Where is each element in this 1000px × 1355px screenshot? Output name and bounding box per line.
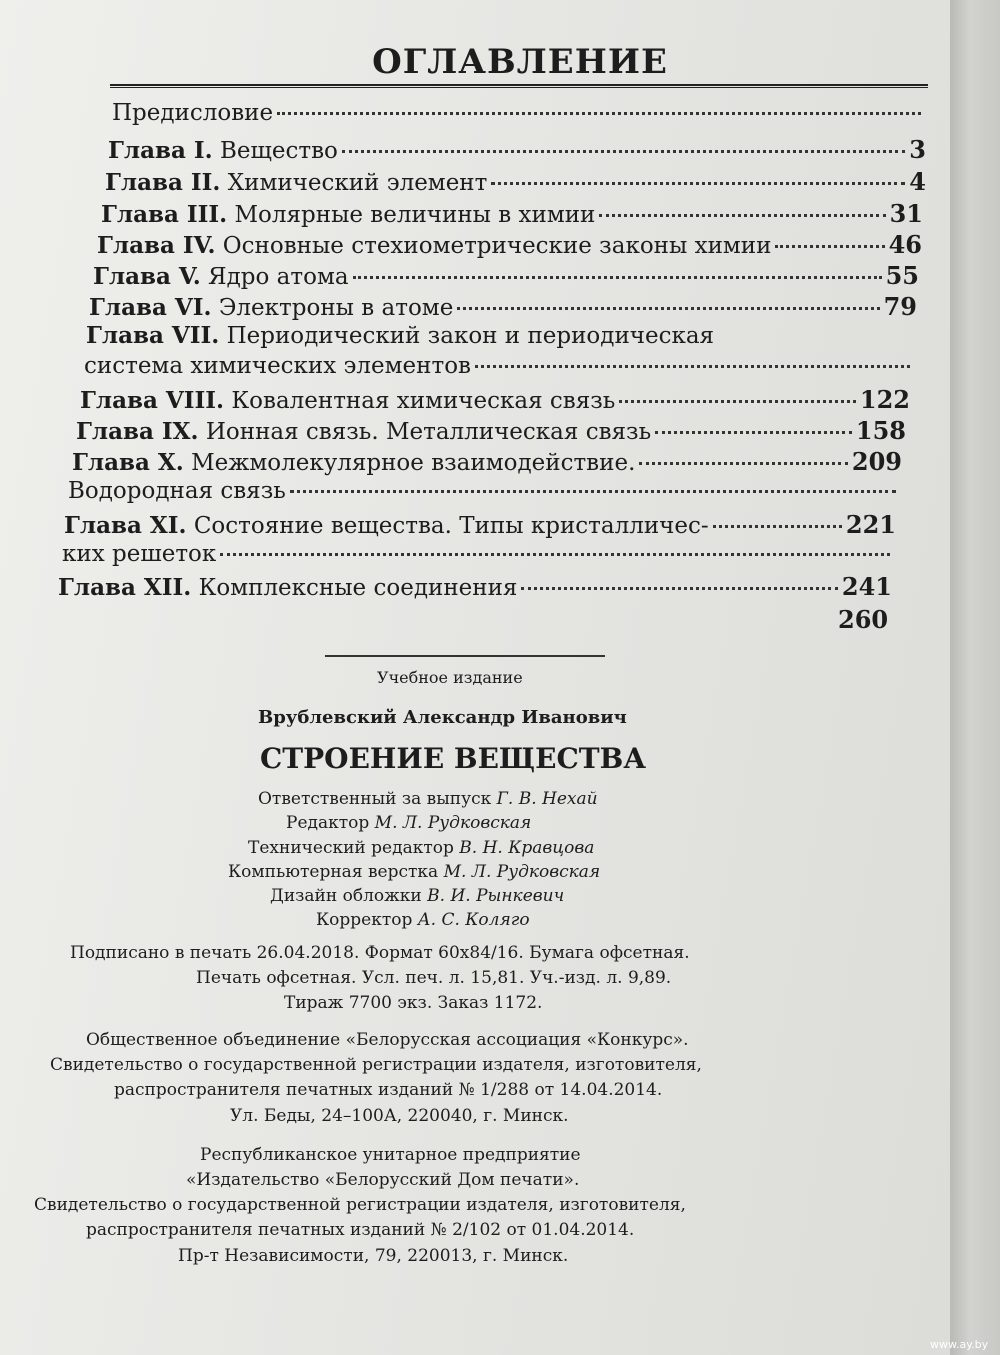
credit-line <box>258 789 598 809</box>
toc-entry-page: 79 <box>883 292 917 321</box>
toc-entry-page: 221 <box>845 510 896 539</box>
toc-leader <box>521 587 837 590</box>
credit-name: А. С. Коляго <box>417 910 530 930</box>
printer-line: «Издательство «Белорусский Дом печати». <box>186 1170 580 1190</box>
toc-leader <box>475 365 910 368</box>
toc-entry-label: Глава IV. <box>97 232 216 259</box>
print-details-line: Печать офсетная. Усл. печ. л. 15,81. Уч.-изд. л. 9,89. <box>196 968 672 988</box>
toc-leader <box>342 150 905 153</box>
credit-name: Г. В. Нехай <box>496 789 598 809</box>
toc-entry-text: Химический элемент <box>227 170 488 196</box>
toc-entry <box>105 167 926 197</box>
toc-leader <box>639 462 848 465</box>
credit-role: Ответственный за выпуск <box>258 789 492 809</box>
toc-entry <box>93 261 919 291</box>
credit-line <box>248 838 594 858</box>
toc-entry-text: Периодический закон и периодическая <box>226 323 715 349</box>
toc-entry-page: 46 <box>888 230 922 259</box>
toc-entry <box>108 135 926 165</box>
print-details-line: Тираж 7700 экз. Заказ 1172. <box>284 993 543 1013</box>
toc-entry-continuation <box>62 541 894 571</box>
watermark: www.ay.by <box>930 1338 989 1351</box>
toc-entry-page: 122 <box>859 385 910 414</box>
toc-entry-page: 4 <box>909 167 926 196</box>
publisher-line: распространителя печатных изданий № 1/288 от 14.04.2014. <box>114 1080 663 1100</box>
toc-entry <box>86 322 914 352</box>
credit-line <box>270 886 564 906</box>
credit-role: Корректор <box>316 910 413 930</box>
toc-leader <box>619 400 856 403</box>
toc-leader <box>713 525 842 528</box>
toc-entry-label: Глава I. <box>108 137 213 164</box>
toc-entry-page: 3 <box>909 135 926 164</box>
toc-entry-label: Глава V. <box>93 263 201 290</box>
author-name: Врублевский Александр Иванович <box>258 707 627 728</box>
toc-leader <box>599 214 885 217</box>
toc-title: ОГЛАВЛЕНИЕ <box>372 42 668 82</box>
toc-entry-page: 55 <box>885 261 919 290</box>
toc-entry-label: Глава XI. <box>64 512 187 539</box>
toc-entry-continuation <box>68 478 900 508</box>
credit-name: В. И. Рынкевич <box>427 886 565 906</box>
toc-entry-text: Комплексные соединения <box>198 575 518 601</box>
title-rule <box>110 84 928 88</box>
toc-leader <box>775 245 884 248</box>
separator-rule <box>325 655 605 657</box>
credit-role: Редактор <box>286 813 370 833</box>
toc-entry-text: Молярные величины в химии <box>234 202 596 228</box>
credit-line <box>316 910 530 930</box>
credit-name: М. Л. Рудковская <box>443 862 601 882</box>
toc-entry-text: Межмолекулярное взаимодействие. <box>191 450 636 476</box>
toc-entry <box>72 447 902 477</box>
toc-entry-label: Глава VII. <box>86 322 220 349</box>
toc-entry <box>76 416 906 446</box>
toc-entry-text: Электроны в атоме <box>218 295 454 321</box>
toc-entry <box>89 292 917 322</box>
toc-leader <box>353 276 882 279</box>
credit-name: В. Н. Кравцова <box>459 838 595 858</box>
page-edge <box>950 0 1000 1355</box>
toc-entry-label: Глава II. <box>105 169 221 196</box>
toc-entry-text: ких решеток <box>62 541 217 567</box>
toc-entry <box>101 199 923 229</box>
toc-leader <box>655 431 852 434</box>
credit-role: Компьютерная верстка <box>228 862 439 882</box>
toc-entry-page: 260 <box>838 605 889 634</box>
toc-entry-label: Глава III. <box>101 201 228 228</box>
credit-role: Технический редактор <box>248 838 454 858</box>
toc-entry-text: Основные стехиометрические законы химии <box>222 233 772 259</box>
toc-entry-page: 209 <box>851 447 902 476</box>
edition-type: Учебное издание <box>377 668 523 687</box>
credit-line <box>228 862 600 882</box>
toc-entry-text: Вещество <box>219 138 338 164</box>
toc-entry-page: 241 <box>841 572 892 601</box>
toc-entry-label: Глава VI. <box>89 294 212 321</box>
printer-line: Свидетельство о государственной регистрации издателя, изготовителя, <box>34 1195 686 1215</box>
toc-leader <box>457 307 879 310</box>
printer-line: Республиканское унитарное предприятие <box>200 1145 581 1165</box>
toc-entry <box>64 510 896 540</box>
publisher-line: Свидетельство о государственной регистрации издателя, изготовителя, <box>50 1055 702 1075</box>
toc-entry-label: Глава XII. <box>58 574 192 601</box>
toc-entry-continuation <box>84 353 914 383</box>
toc-leader <box>491 182 905 185</box>
toc-entry-text: Водородная связь <box>68 478 286 504</box>
toc-entry-text: Состояние вещества. Типы кристалличес- <box>193 513 709 539</box>
toc-entry <box>112 100 925 130</box>
publisher-line: Общественное объединение «Белорусская ассоциация «Конкурс». <box>86 1030 689 1050</box>
toc-entry-text: Ядро атома <box>208 264 349 290</box>
credit-role: Дизайн обложки <box>270 886 422 906</box>
toc-entry <box>838 605 898 635</box>
toc-entry <box>97 230 922 260</box>
toc-leader <box>220 553 890 556</box>
toc-entry-page: 31 <box>889 199 923 228</box>
toc-leader <box>277 112 921 115</box>
toc-entry-text: Ионная связь. Металлическая связь <box>205 419 652 445</box>
print-details-line: Подписано в печать 26.04.2018. Формат 60x84/16. Бумага офсетная. <box>70 943 690 963</box>
toc-entry-label: Глава VIII. <box>80 387 225 414</box>
toc-entry <box>80 385 910 415</box>
toc-entry-label: Глава X. <box>72 449 184 476</box>
credit-line <box>286 813 531 833</box>
toc-entry-text: Ковалентная химическая связь <box>231 388 616 414</box>
publisher-line: Ул. Беды, 24–100А, 220040, г. Минск. <box>230 1106 569 1126</box>
book-title: СТРОЕНИЕ ВЕЩЕСТВА <box>260 742 647 775</box>
printer-line: Пр-т Независимости, 79, 220013, г. Минск. <box>178 1246 569 1266</box>
toc-leader <box>290 490 896 493</box>
toc-entry-label: Глава IX. <box>76 418 199 445</box>
toc-entry-text: система химических элементов <box>84 353 472 379</box>
credit-name: М. Л. Рудковская <box>374 813 532 833</box>
toc-entry-page: 158 <box>855 416 906 445</box>
toc-entry <box>58 572 892 602</box>
printer-line: распространителя печатных изданий № 2/102 от 01.04.2014. <box>86 1220 635 1240</box>
toc-entry-text: Предисловие <box>112 100 274 126</box>
